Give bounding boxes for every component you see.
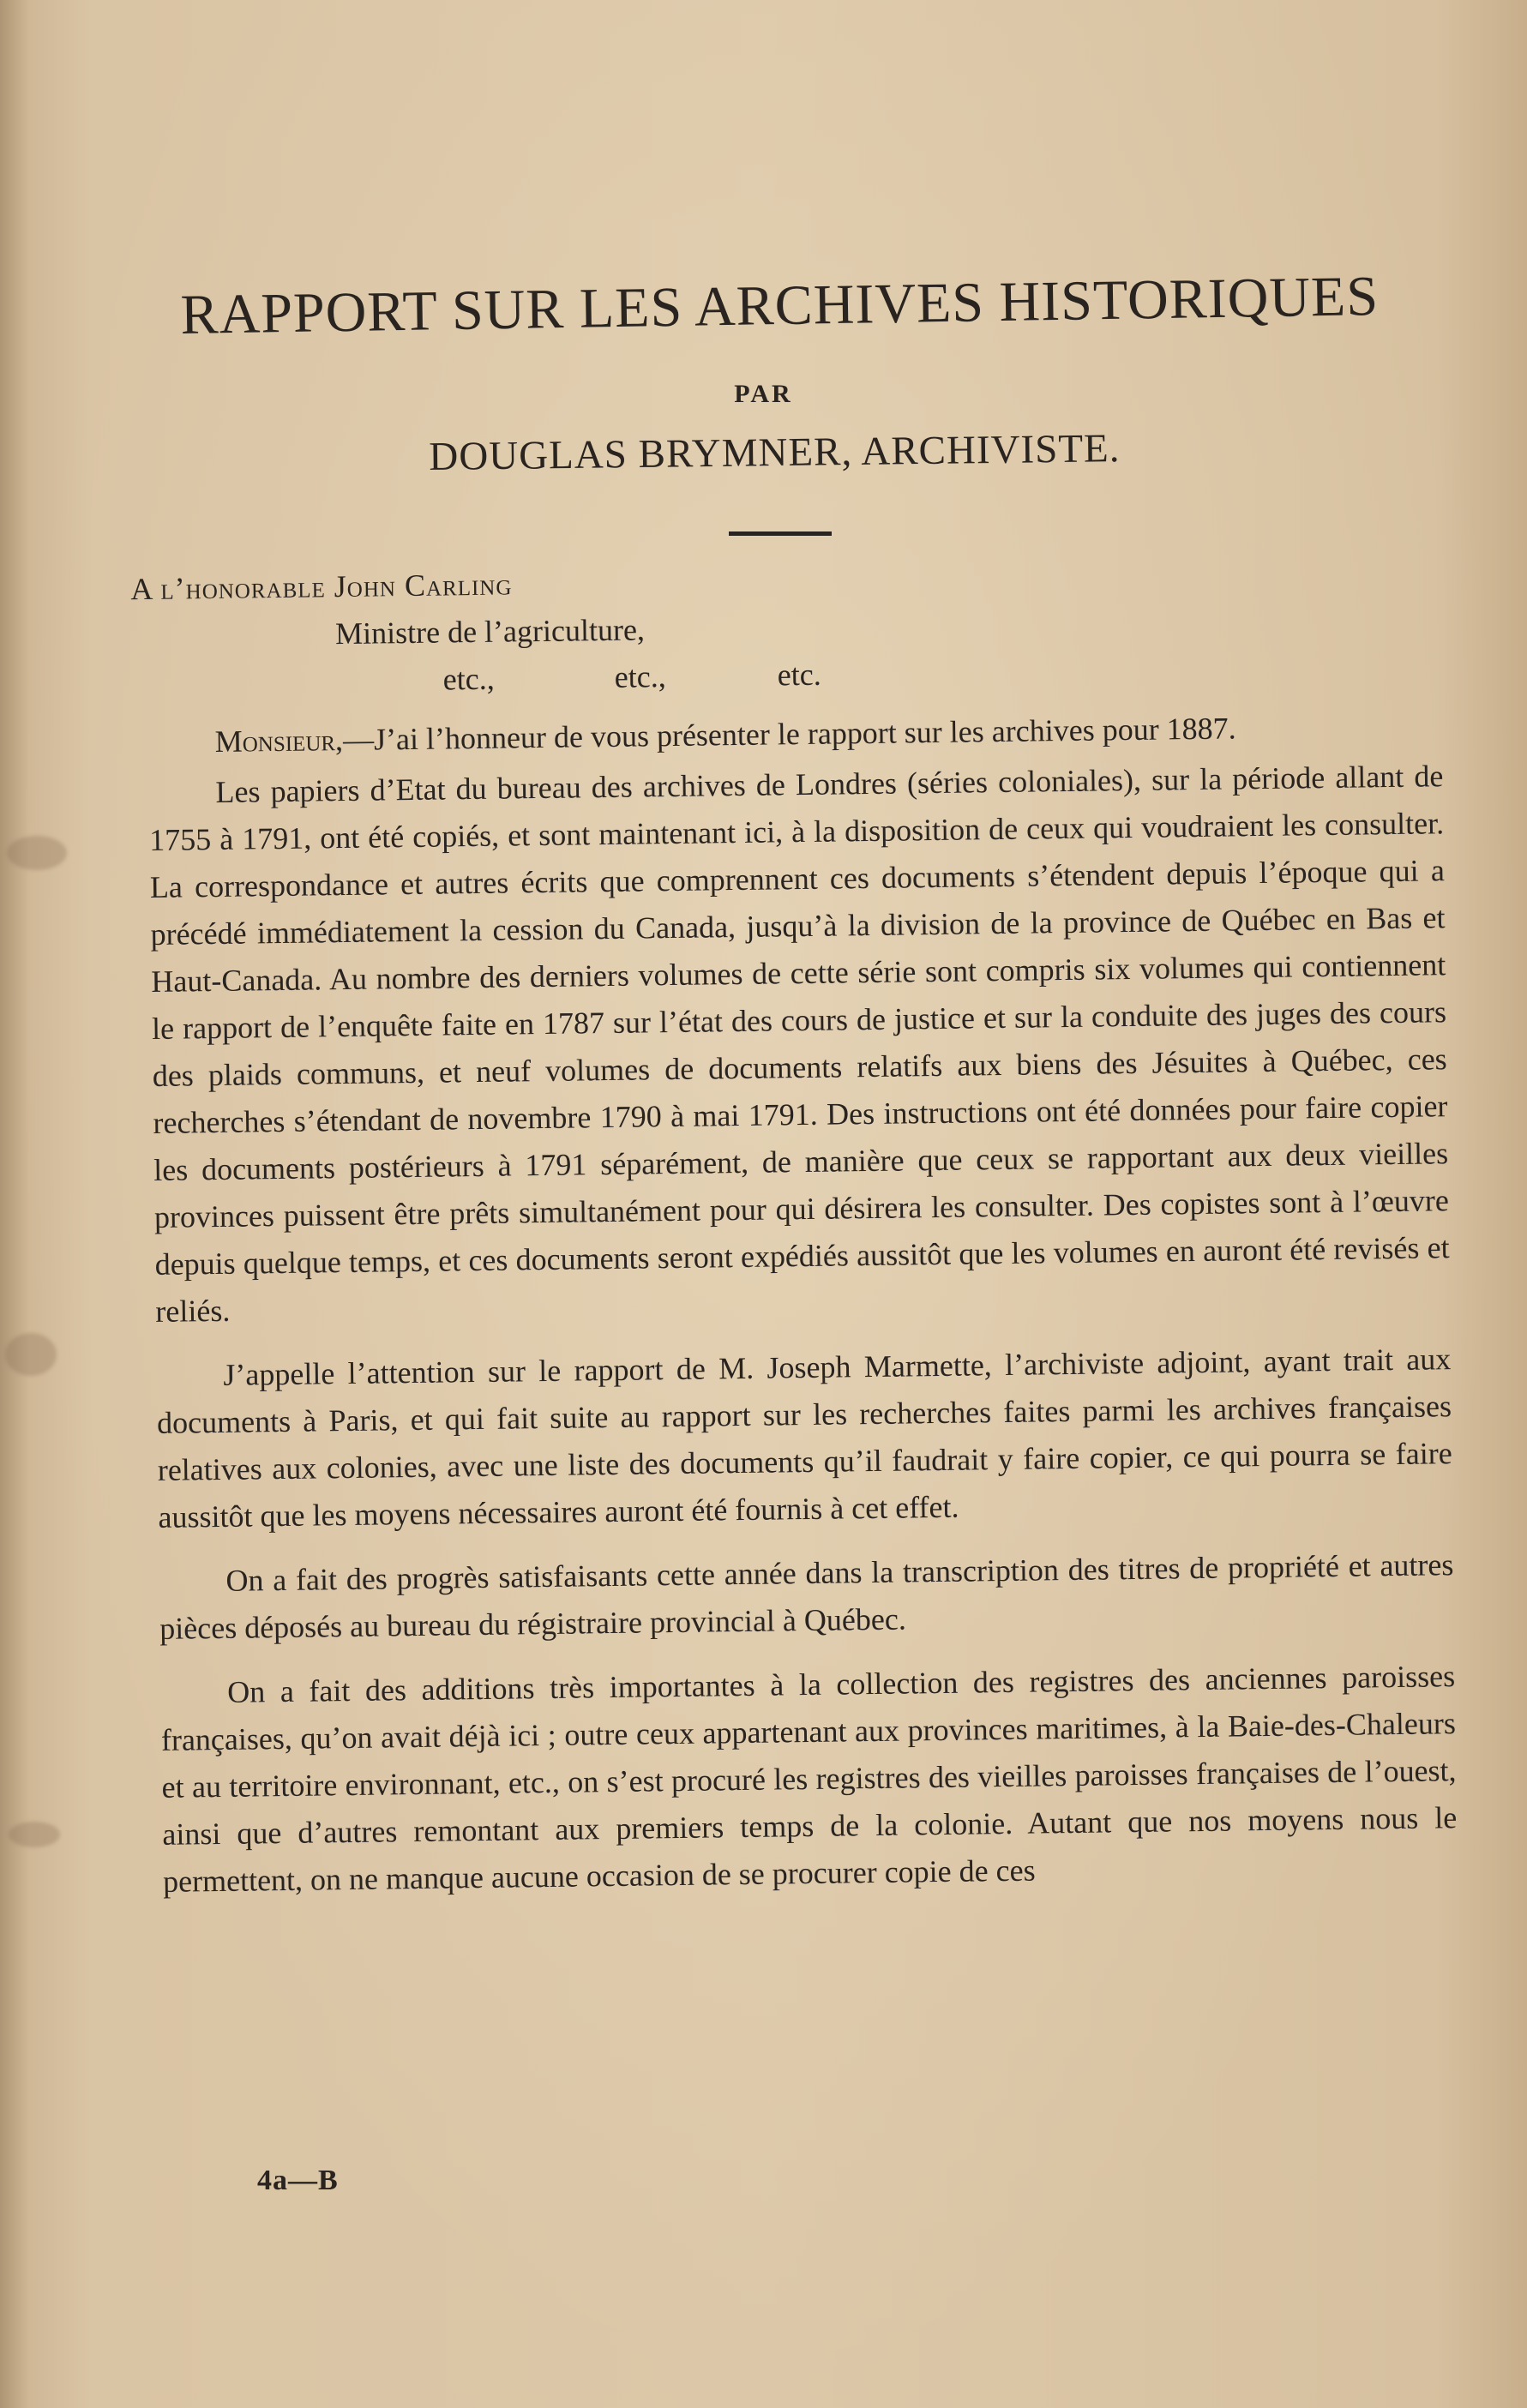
- paper-stain: [5, 1333, 57, 1376]
- paper-stain: [9, 1822, 60, 1847]
- addressee-name: A l’honorable John Carling: [130, 567, 513, 607]
- etc-1: etc.,: [442, 661, 495, 697]
- document-author: DOUGLAS BRYMNER, ARCHIVISTE.: [429, 426, 1121, 479]
- paragraph-4: On a fait des progrès satisfaisants cette année dans la transcription des titres de propriété et autres pièces déposés au bureau du régistraire provincial à Québec.: [159, 1547, 1454, 1646]
- salutation: Monsieur,: [214, 723, 344, 759]
- etc-3: etc.: [777, 657, 821, 693]
- paragraph-1-text: —J’ai l’honneur de vous présenter le rapport sur les archives pour 1887.: [342, 711, 1236, 758]
- paragraph-5: On a fait des additions très importantes à la collection des registres des anciennes paroisses françaises, qu’on avait déjà ici ; outre ceux appartenant aux provinces maritimes, à la Baie-des-Chaleurs et au territoire environnant, etc., on s’est procuré les registres des vieilles paroisses françaises de l’ouest, ainsi que d’autres remontant aux premiers temps de la colonie. Autant que nos moyens nous le permettent, on ne manque aucune occasion de se procurer copie de ces: [160, 1659, 1458, 1899]
- document-title: RAPPORT SUR LES ARCHIVES HISTORIQUES: [180, 265, 1380, 346]
- etc-2: etc.,: [614, 659, 666, 694]
- letter-body: [130, 549, 1458, 1906]
- page-edge-shadow: [0, 0, 29, 2408]
- paper-stain: [7, 836, 67, 870]
- byline-par: PAR: [734, 380, 793, 408]
- title-divider: [729, 531, 832, 536]
- paragraph-2: Les papiers d’Etat du bureau des archives de Londres (séries coloniales), sur la période allant de 1755 à 1791, ont été copiés, et sont maintenant ici, à la disposition de ceux qui voudraient les consulter. La correspondance et autres écrits que comprennent ces documents s’étendent depuis l’époque qui a précédé immédiatement la cession du Canada, jusqu’à la division de la province de Québec en Bas et Haut-Canada. Au nombre des derniers volumes de cette série sont compris six volumes qui contiennent le rapport de l’enquête faite en 1787 sur l’état des cours de justice et sur la conduite des juges des cours des plaids communs, et neuf volumes de documents relatifs aux biens des Jésuites à Québec, ces recherches s’étendant de novembre 1790 à mai 1791. Des instructions ont été données pour faire copier les documents postérieurs à 1791 séparément, de manière que ceux se rapportant aux deux vieilles provinces puissent être prêts simultanément pour qui désirera les consulter. Des copistes sont à l’œuvre depuis quelque temps, et ces documents seront expédiés aussitôt que les volumes en auront été revisés et reliés.: [148, 759, 1450, 1329]
- addressee-title: Ministre de l’agriculture,: [334, 612, 646, 652]
- signature-mark: 4a—B: [257, 2165, 339, 2196]
- paragraph-3: J’appelle l’attention sur le rapport de M. Joseph Marmette, l’archiviste adjoint, ayant trait aux documents à Paris, et qui fait suite au rapport sur les recherches faites parmi les archives françaises relatives aux colonies, avec une liste des documents qu’il faudrait y faire copier, ce qui pourra se faire aussitôt que les moyens nécessaires auront été fournis à cet effet.: [156, 1342, 1452, 1534]
